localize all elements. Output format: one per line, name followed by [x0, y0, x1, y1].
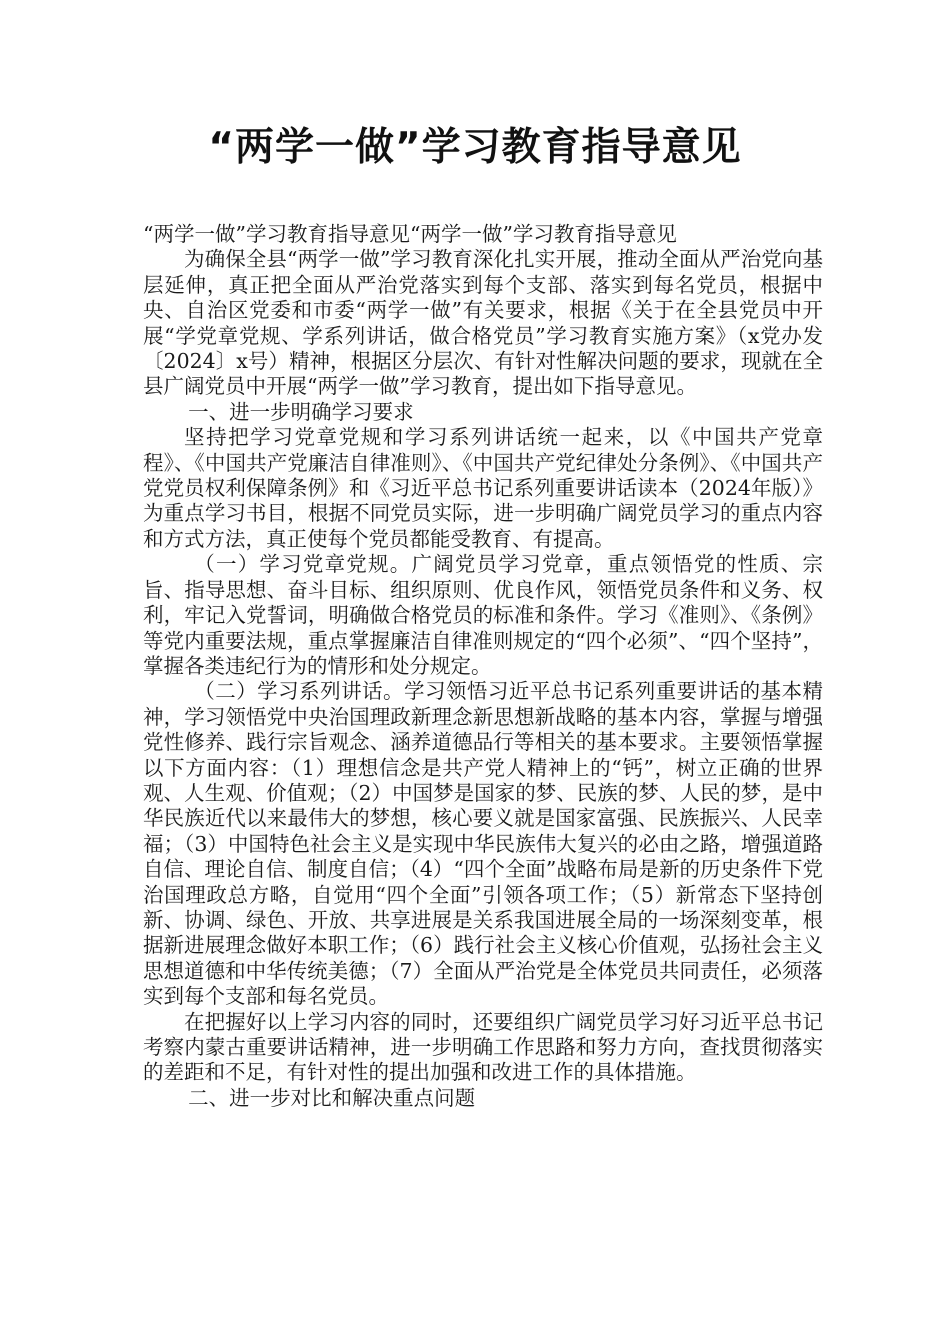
intro-paragraph: 为确保全县“两学一做”学习教育深化扎实开展，推动全面从严治党向基层延伸，真正把全面从严治党落实到每个支部、落实到每名党员，根据中央、自治区党委和市委“两学一做”有关要求，根据《关于在全县党员中开展“学党章党规、学系列讲话，做合格党员”学习教育实施方案》（x党办发〔2024〕x号）精神，根据区分层次、有针对性解决问题的要求，现就在全县广阔党员中开展“两学一做”学习教育，提出如下指导意见。 [143, 247, 823, 399]
subtitle-paragraph: “两学一做”学习教育指导意见“两学一做”学习教育指导意见 [143, 222, 677, 246]
section-heading-1: 一、进一步明确学习要求 [188, 399, 414, 424]
section-1-paragraph: 坚持把学习党章党规和学习系列讲话统一起来，以《中国共产党章程》、《中国共产党廉洁自律准则》、《中国共产党纪律处分条例》、《中国共产党党员权利保障条例》和《习近平总书记系列重要讲话读本（2024年版）》为重点学习书目，根据不同党员实际，进一步明确广阔党员学习的重点内容和方式方法，真正使每个党员都能受教育、有提高。 [143, 425, 823, 551]
subsection-1-paragraph: （一）学习党章党规。广阔党员学习党章，重点领悟党的性质、宗旨、指导思想、奋斗目标、组织原则、优良作风，领悟党员条件和义务、权利，牢记入党誓词，明确做合格党员的标准和条件。学习《准则》、《条例》等党内重要法规，重点掌握廉洁自律准则规定的“四个必须”、“四个坚持”，掌握各类违纪行为的情形和处分规定。 [143, 552, 823, 678]
document-title: “两学一做”学习教育指导意见 [208, 125, 742, 170]
closing-paragraph: 在把握好以上学习内容的同时，还要组织广阔党员学习好习近平总书记考察内蒙古重要讲话精神，进一步明确工作思路和努力方向，查找贯彻落实的差距和不足，有针对性的提出加强和改进工作的具体措施。 [143, 1009, 823, 1085]
document-body [143, 222, 823, 1111]
section-heading-2: 二、进一步对比和解决重点问题 [188, 1085, 476, 1110]
subsection-2-paragraph: （二）学习系列讲话。学习领悟习近平总书记系列重要讲话的基本精神，学习领悟党中央治国理政新理念新思想新战略的基本内容，掌握与增强党性修养、践行宗旨观念、涵养道德品行等相关的基本要求。主要领悟掌握以下方面内容：（1）理想信念是共产党人精神上的“钙”，树立正确的世界观、人生观、价值观；（2）中国梦是国家的梦、民族的梦、人民的梦，是中华民族近代以来最伟大的梦想，核心要义就是国家富强、民族振兴、人民幸福；（3）中国特色社会主义是实现中华民族伟大复兴的必由之路，增强道路自信、理论自信、制度自信；（4）“四个全面”战略布局是新的历史条件下党治国理政总方略，自觉用“四个全面”引领各项工作；（5）新常态下坚持创新、协调、绿色、开放、共享进展是关系我国进展全局的一场深刻变革，根据新进展理念做好本职工作；（6）践行社会主义核心价值观，弘扬社会主义思想道德和中华传统美德；（7）全面从严治党是全体党员共同责任，必须落实到每个支部和每名党员。 [143, 679, 823, 1009]
